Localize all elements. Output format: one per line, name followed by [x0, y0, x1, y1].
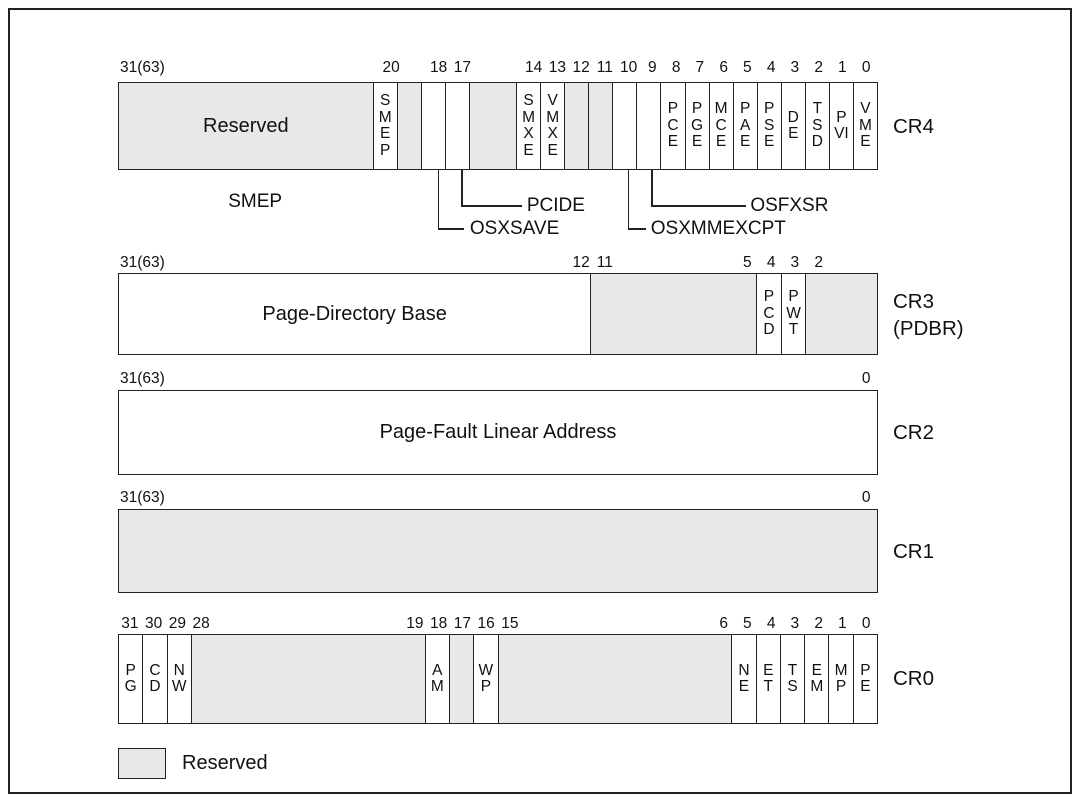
bit-field-pge: [686, 83, 710, 169]
cr4-bit-numbers: [118, 56, 878, 77]
bit-number: 0: [861, 59, 871, 76]
field-label: Page-Directory Base: [262, 302, 447, 325]
bit-number: 17: [453, 59, 471, 76]
bit-field-am: [426, 635, 450, 723]
bit-number: 11: [596, 254, 613, 271]
cr1-bit-numbers: [118, 486, 878, 507]
reserved-field: [470, 83, 517, 169]
bit-number: 6: [719, 615, 728, 632]
cr2-bit-numbers: [118, 367, 878, 388]
field-label: AM: [430, 661, 444, 695]
field-label: MCE: [714, 100, 728, 151]
bit-number: 31(63): [120, 489, 165, 506]
bit-number: 3: [790, 59, 800, 76]
bit-field-vme: [854, 83, 877, 169]
bit-number: 2: [814, 59, 823, 76]
reserved-field: [589, 83, 613, 169]
cr2-register: [118, 390, 878, 475]
callout-smep-label: SMEP: [228, 191, 283, 212]
cr0-register-name: CR0: [893, 667, 935, 690]
bit-number: 3: [790, 615, 800, 632]
field-label: TSD: [811, 100, 823, 151]
reserved-field: [398, 83, 422, 169]
cr1-register-name: CR1: [893, 540, 935, 563]
cr3-register-name: [893, 288, 964, 342]
bit-field-wp: [474, 635, 498, 723]
register-name-line: CR3: [893, 290, 935, 313]
field-label: CD: [149, 661, 161, 695]
bit-number: 8: [671, 59, 681, 76]
bit-field-tsd: [806, 83, 830, 169]
bit-field-pae: [734, 83, 758, 169]
reserved-field: [499, 635, 733, 723]
bit-number: 30: [145, 615, 163, 632]
cr3-register: [118, 273, 878, 355]
reserved-field: [450, 635, 474, 723]
callout-leader-line: [651, 170, 653, 207]
cr3-bit-numbers: [118, 251, 878, 272]
bit-field-et: [757, 635, 781, 723]
reserved-field: [806, 274, 877, 354]
bit-number: 2: [814, 615, 823, 632]
cr0-register: [118, 634, 878, 724]
bit-number: 17: [453, 615, 471, 632]
bit-number: 18: [430, 59, 448, 76]
field-label: EM: [810, 661, 824, 695]
bit-number: 31(63): [120, 370, 165, 387]
field-label: PAE: [739, 100, 751, 151]
page-fault-linear-address-field: [119, 391, 877, 474]
bit-number: 18: [430, 615, 448, 632]
field-label: NW: [171, 661, 187, 695]
callout-leader-line: [439, 228, 465, 230]
legend-reserved-swatch: [118, 748, 166, 779]
bit-field-osfxsr: [637, 83, 661, 169]
field-label: Page-Fault Linear Address: [379, 421, 617, 443]
cr4-register: [118, 82, 878, 170]
bit-number: 9: [648, 59, 657, 76]
bit-field-osxsave: [422, 83, 446, 169]
bit-number: 16: [477, 615, 495, 632]
bit-number: 5: [743, 615, 752, 632]
reserved-field: [192, 635, 426, 723]
field-label: MP: [834, 661, 848, 695]
bit-number: 31(63): [120, 59, 165, 76]
bit-number: 29: [168, 615, 186, 632]
page-directory-base-field: [119, 274, 591, 354]
cr4-callouts: [118, 170, 878, 248]
bit-number: 12: [572, 254, 590, 271]
bit-number: 1: [838, 59, 847, 76]
callout-osxsave-label: OSXSAVE: [469, 218, 560, 239]
reserved-field: [119, 83, 374, 169]
bit-number: 20: [382, 59, 400, 76]
bit-field-pvi: [830, 83, 854, 169]
field-label: PCE: [667, 100, 679, 151]
bit-field-pe: [854, 635, 877, 723]
bit-field-vmxe: [541, 83, 565, 169]
cr2-register-name: CR2: [893, 421, 935, 444]
callout-leader-line: [461, 170, 463, 207]
field-label: VMXE: [546, 92, 560, 159]
bit-field-pg: [119, 635, 143, 723]
field-label: NE: [738, 661, 750, 695]
bit-number: 4: [766, 254, 776, 271]
callout-leader-line: [628, 170, 630, 230]
reserved-field: [565, 83, 589, 169]
bit-number: 11: [596, 59, 613, 76]
field-label: PGE: [691, 100, 704, 151]
bit-field-pcide: [446, 83, 470, 169]
bit-number: 12: [572, 59, 590, 76]
reserved-field: [119, 510, 877, 592]
field-label: WP: [478, 661, 494, 695]
bit-number: 0: [861, 370, 871, 387]
callout-pcide-label: PCIDE: [526, 195, 585, 216]
register-name-line: (PDBR): [893, 317, 964, 340]
legend-reserved-label: Reserved: [182, 752, 268, 774]
field-label: PSE: [764, 100, 775, 151]
bit-number: 0: [861, 615, 871, 632]
bit-number: 5: [743, 254, 752, 271]
field-label: SMEP: [378, 92, 392, 159]
bit-number: 6: [719, 59, 728, 76]
bit-number: 15: [501, 615, 519, 632]
bit-field-cd: [143, 635, 167, 723]
field-label: PCD: [763, 288, 775, 339]
bit-field-mp: [829, 635, 853, 723]
bit-number: 7: [695, 59, 705, 76]
cr1-register: [118, 509, 878, 593]
field-label: TS: [787, 661, 798, 695]
field-label: DE: [787, 108, 799, 142]
field-label: Reserved: [203, 114, 289, 137]
bit-number: 1: [838, 615, 847, 632]
bit-field-pwt: [782, 274, 807, 354]
bit-number: 0: [861, 489, 871, 506]
callout-osfxsr-label: OSFXSR: [750, 195, 829, 216]
bit-number: 2: [814, 254, 823, 271]
bit-field-ne: [732, 635, 756, 723]
callout-leader-line: [462, 205, 521, 207]
bit-number: 3: [790, 254, 800, 271]
bit-number: 19: [406, 615, 424, 632]
bit-field-pce: [661, 83, 685, 169]
field-label: SMXE: [522, 92, 536, 159]
bit-field-smxe: [517, 83, 541, 169]
bit-field-pse: [758, 83, 782, 169]
cr0-bit-numbers: [118, 612, 878, 633]
bit-field-mce: [710, 83, 734, 169]
field-label: PG: [124, 661, 137, 695]
bit-field-ts: [781, 635, 805, 723]
bit-field-de: [782, 83, 806, 169]
reserved-field: [591, 274, 757, 354]
bit-field-nw: [168, 635, 192, 723]
bit-number: 4: [766, 615, 776, 632]
field-label: PWT: [786, 288, 801, 339]
field-label: VME: [859, 100, 872, 151]
bit-field-em: [805, 635, 829, 723]
field-label: ET: [763, 661, 774, 695]
callout-leader-line: [652, 205, 745, 207]
field-label: PVI: [834, 108, 849, 142]
callout-leader-line: [629, 228, 646, 230]
callout-leader-line: [438, 170, 440, 230]
bit-number: 31: [121, 615, 139, 632]
bit-number: 31(63): [120, 254, 165, 271]
bit-number: 13: [548, 59, 566, 76]
bit-number: 14: [525, 59, 543, 76]
cr4-register-name: CR4: [893, 115, 935, 138]
bit-number: 4: [766, 59, 776, 76]
bit-number: 10: [620, 59, 638, 76]
bit-number: 28: [192, 615, 210, 632]
callout-osxmmexcpt-label: OSXMMEXCPT: [650, 218, 786, 239]
bit-field-osxmmexcpt: [613, 83, 637, 169]
field-label: PE: [860, 661, 871, 695]
bit-field-pcd: [757, 274, 782, 354]
bit-number: 5: [743, 59, 752, 76]
bit-field-smep: [374, 83, 398, 169]
